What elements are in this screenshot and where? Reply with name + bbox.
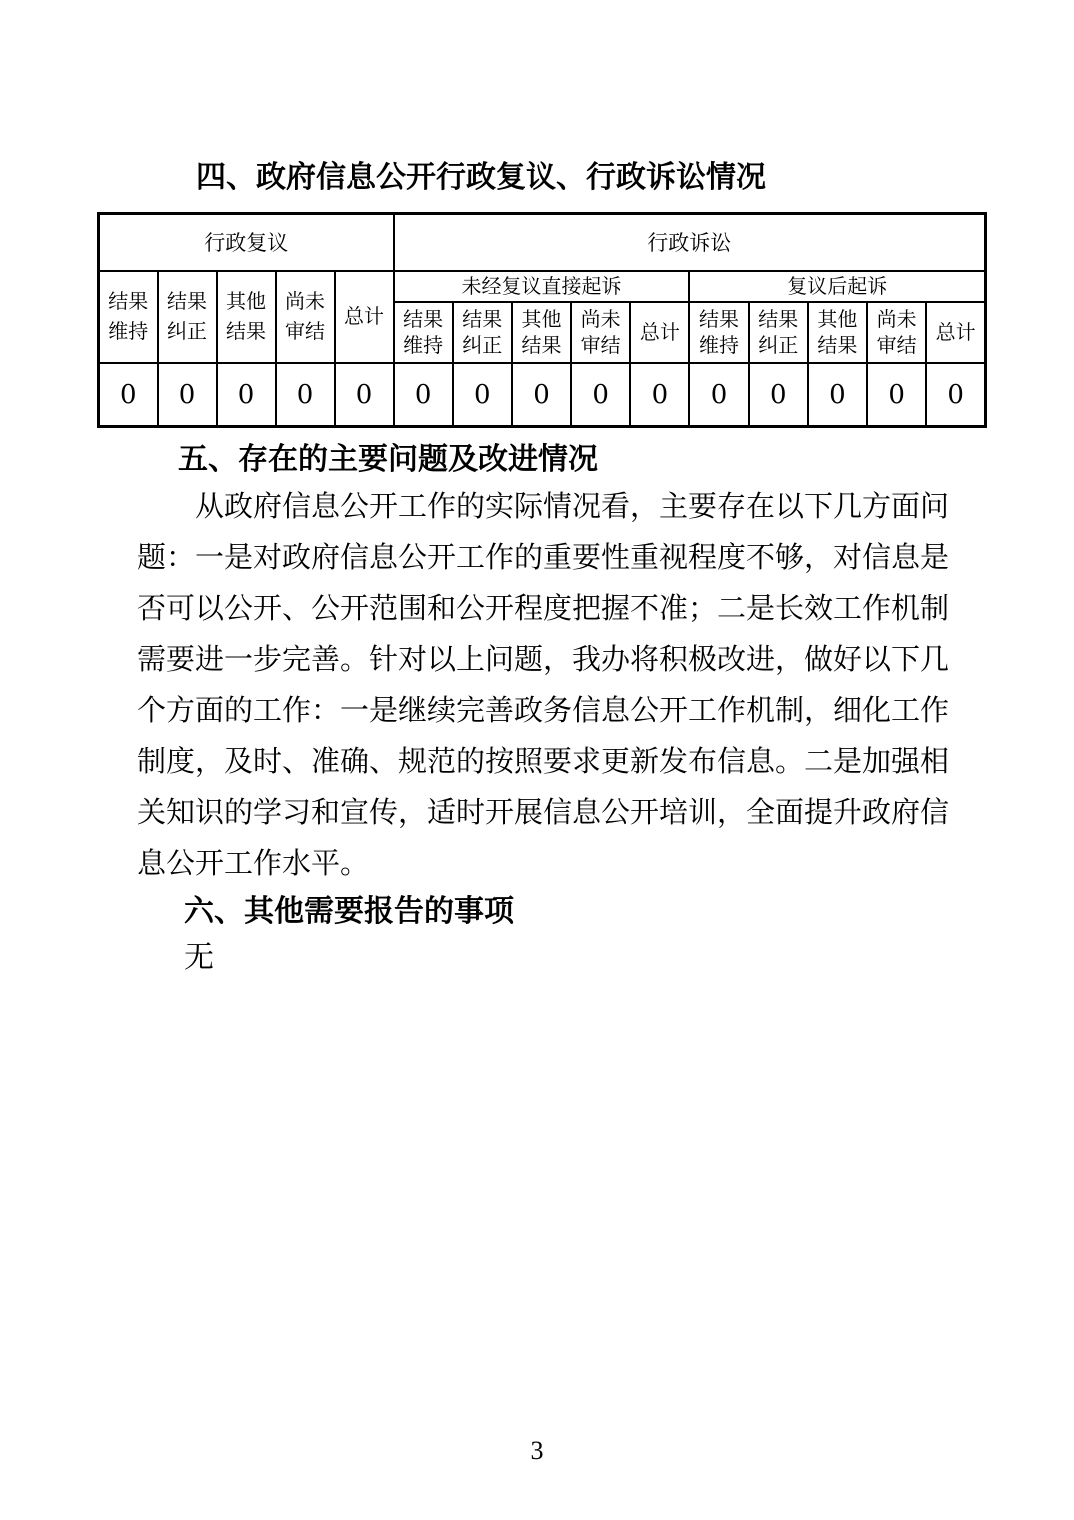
- value-cell: 0: [867, 363, 926, 427]
- col-header-after-shangwei-shenjie: 尚未 审结: [867, 302, 926, 363]
- value-cell: 0: [689, 363, 748, 427]
- review-litigation-table: [97, 212, 987, 428]
- col-header-after-zongji: 总计: [926, 302, 985, 363]
- subgroup-header-after-review-lawsuit: 复议后起诉: [689, 271, 985, 302]
- value-cell: 0: [926, 363, 985, 427]
- col-header-fuyi-zongji: 总计: [335, 271, 394, 363]
- col-header-after-qita-jieguo: 其他 结果: [808, 302, 867, 363]
- value-cell: 0: [335, 363, 394, 427]
- value-cell: 0: [158, 363, 217, 427]
- value-cell: 0: [749, 363, 808, 427]
- col-header-fuyi-jieguo-jiuzheng: 结果 纠正: [158, 271, 217, 363]
- col-header-after-jieguo-jiuzheng: 结果 纠正: [749, 302, 808, 363]
- value-cell: 0: [99, 363, 158, 427]
- page-number: 3: [530, 1436, 544, 1465]
- value-cell: 0: [571, 363, 630, 427]
- subgroup-header-direct-lawsuit: 未经复议直接起诉: [394, 271, 690, 302]
- col-header-direct-qita-jieguo: 其他 结果: [512, 302, 571, 363]
- value-cell: 0: [512, 363, 571, 427]
- section5-heading: 五、存在的主要问题及改进情况: [178, 443, 598, 476]
- value-cell: 0: [217, 363, 276, 427]
- col-header-direct-zongji: 总计: [630, 302, 689, 363]
- section6-content: 无: [184, 941, 214, 974]
- col-header-after-jieguo-weichi: 结果 维持: [689, 302, 748, 363]
- value-cell: 0: [808, 363, 867, 427]
- table-subgroup-header-row: [99, 271, 986, 302]
- section6-heading: 六、其他需要报告的事项: [184, 895, 514, 928]
- table-group-header-row: [99, 214, 986, 272]
- section5-paragraph: 从政府信息公开工作的实际情况看，主要存在以下几方面问题：一是对政府信息公开工作的重要性重视程度不够，对信息是否可以公开、公开范围和公开程度把握不准；二是长效工作机制需要进一步完善。针对以上问题，我办将积极改进，做好以下几个方面的工作：一是继续完善政务信息公开工作机制，细化工作制度，及时、准确、规范的按照要求更新发布信息。二是加强相关知识的学习和宣传，适时开展信息公开培训，全面提升政府信息公开工作水平。: [137, 491, 950, 880]
- group-header-fuyi: 行政复议: [99, 214, 394, 272]
- table-value-row: [99, 363, 986, 427]
- value-cell: 0: [453, 363, 512, 427]
- group-header-susong: 行政诉讼: [394, 214, 986, 272]
- col-header-direct-shangwei-shenjie: 尚未 审结: [571, 302, 630, 363]
- value-cell: 0: [630, 363, 689, 427]
- value-cell: 0: [394, 363, 453, 427]
- col-header-direct-jieguo-jiuzheng: 结果 纠正: [453, 302, 512, 363]
- col-header-fuyi-shangwei-shenjie: 尚未 审结: [276, 271, 335, 363]
- value-cell: 0: [276, 363, 335, 427]
- col-header-fuyi-jieguo-weichi: 结果 维持: [99, 271, 158, 363]
- col-header-direct-jieguo-weichi: 结果 维持: [394, 302, 453, 363]
- section4-heading: 四、政府信息公开行政复议、行政诉讼情况: [196, 161, 766, 194]
- col-header-fuyi-qita-jieguo: 其他 结果: [217, 271, 276, 363]
